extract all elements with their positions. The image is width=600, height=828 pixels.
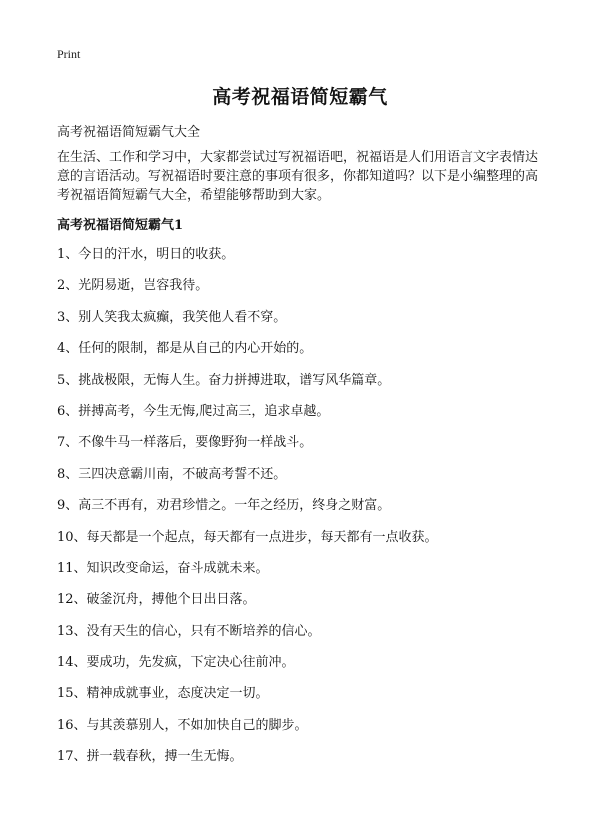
quote-item: 17、拼一载春秋，搏一生无悔。: [57, 749, 243, 765]
quote-item: 15、精神成就事业，态度决定一切。: [57, 686, 269, 702]
quote-item: 8、三四决意霸川南，不破高考誓不还。: [57, 466, 287, 482]
subtitle: 高考祝福语简短霸气大全: [57, 125, 201, 140]
print-link[interactable]: Print: [57, 47, 81, 61]
quote-item: 4、任何的限制，都是从自己的内心开始的。: [57, 341, 313, 357]
quote-item: 12、破釜沉舟，搏他个日出日落。: [57, 592, 256, 608]
quote-item: 2、光阴易逝，岂容我待。: [57, 278, 209, 294]
page-title: 高考祝福语简短霸气: [212, 86, 388, 108]
intro-paragraph: 在生活、工作和学习中，大家都尝试过写祝福语吧，祝福语是人们用语言文字表情达意的言语活动。写祝福语时要注意的事项有很多，你都知道吗？以下是小编整理的高考祝福语简短霸气大全，希望能够帮助到大家。: [57, 150, 539, 203]
quote-item: 14、要成功，先发疯，下定决心往前冲。: [57, 655, 295, 671]
quote-list: [57, 246, 438, 780]
quote-item: 3、别人笑我太疯癫，我笑他人看不穿。: [57, 309, 287, 325]
quote-item: 1、今日的汗水，明日的收获。: [57, 247, 235, 262]
quote-item: 11、知识改变命运，奋斗成就未来。: [57, 560, 269, 576]
quote-item: 5、挑战极限，无悔人生。奋力拼搏进取，谱写风华篇章。: [57, 372, 391, 388]
section-heading: 高考祝福语简短霸气1: [57, 218, 184, 233]
quote-item: 7、不像牛马一样落后，要像野狗一样战斗。: [57, 435, 313, 451]
quote-item: 9、高三不再有，劝君珍惜之。一年之经历，终身之财富。: [57, 498, 391, 514]
quote-item: 16、与其羡慕别人，不如加快自己的脚步。: [57, 717, 308, 733]
quote-item: 10、每天都是一个起点，每天都有一点进步，每天都有一点收获。: [57, 529, 438, 545]
quote-item: 6、拼搏高考，今生无悔,爬过高三，追求卓越。: [57, 403, 330, 419]
quote-item: 13、没有天生的信心，只有不断培养的信心。: [57, 623, 321, 639]
